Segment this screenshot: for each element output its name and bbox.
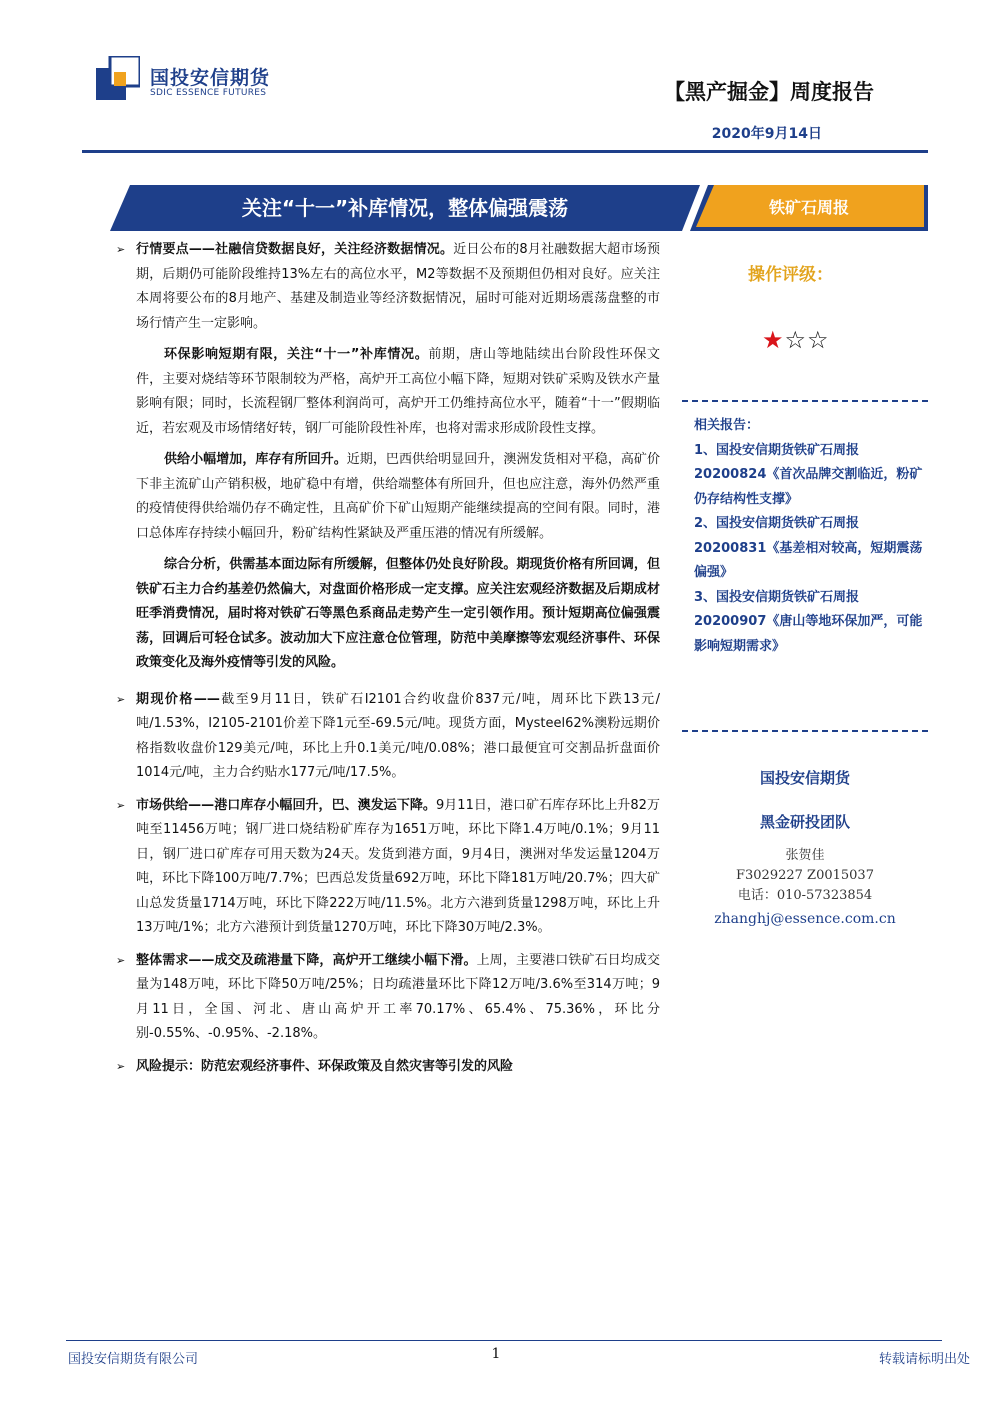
report-category: 铁矿石周报 xyxy=(768,198,849,217)
paragraph-body: 近期，巴西供给明显回升，澳洲发货相对平稳，高矿价下非主流矿山产销积极，地矿稳中有增，供给端整体有所回升，但也应注意，海外仍然严重的疫情使得供给端仍存不确定性，且高矿价下矿山短期产能继续提高的空间有限。同时，港口总体库存持续小幅回升，粉矿结构性紧缺及严重压港的情况有所缓解。 xyxy=(136,452,660,541)
section-heading: 整体需求——成交及疏港量下降，高炉开工继续小幅下滑。 xyxy=(136,952,477,968)
footer-notice: 转载请标明出处 xyxy=(878,1352,970,1367)
paragraph-heading: 环保影响短期有限，关注“十一”补库情况。 xyxy=(164,347,429,362)
paragraph-body: 前期，唐山等地陆续出台阶段性环保文件，主要对烧结等环节限制较为严格，高炉开工高位小幅下降，短期对铁矿采购及铁水产量影响有限；同时，长流程钢厂整体利润尚可，高炉开工仍维持高位水平，随着“十一”假期临近，若宏观及市场情绪好转，钢厂可能阶段性补库，也将对需求形成阶段性支撑。 xyxy=(136,347,660,436)
related-reports xyxy=(694,414,926,659)
org-name: 国投安信期货 xyxy=(759,769,850,787)
header-divider xyxy=(82,150,928,153)
analyst-email[interactable]: zhanghj@essence.com.cn xyxy=(714,911,896,927)
bullet-arrow-icon: ➢ xyxy=(116,243,126,256)
report-title: 关注“十一”补库情况，整体偏强震荡 xyxy=(241,196,569,220)
analyst-license: F3029227 Z0015037 xyxy=(736,868,874,883)
section-futures-spot xyxy=(110,688,660,786)
bullet-arrow-icon: ➢ xyxy=(116,953,126,967)
report-date: 2020年9月14日 xyxy=(711,126,822,142)
section-heading: 期现价格—— xyxy=(136,691,220,707)
paragraph-environment xyxy=(110,343,660,441)
section-body: 近日公布的8月社融数据大超市场预期，后期仍可能阶段维持13%左右的高位水平，M2等数据不及预期但仍相对良好。应关注本周将要公布的8月地产、基建及制造业等经济数据情况，届时可能对近期场震荡盘整的市场行情产生一定影响。 xyxy=(136,242,660,331)
logo-name-en: SDIC ESSENCE FUTURES xyxy=(150,88,267,98)
paragraph-heading: 供给小幅增加，库存有所回升。 xyxy=(164,452,347,467)
footer-company: 国投安信期货有限公司 xyxy=(68,1352,199,1367)
bullet-arrow-icon: ➢ xyxy=(116,1059,126,1073)
category-banner xyxy=(690,185,928,231)
paragraph-supply xyxy=(110,448,660,546)
section-body: 上周，主要港口铁矿石日均成交量为148万吨，环比下降50万吨/25%；日均疏港量环比下降12万吨/3.6%至314万吨；9月11日，全国、河北、唐山高炉开工率70.17%、65.4%、75.36%，环比分别-0.55%、-0.95%、-2.18%。 xyxy=(136,952,660,1041)
bullet-arrow-icon: ➢ xyxy=(116,692,126,706)
section-demand xyxy=(110,949,660,1047)
star-empty-icon: ☆ xyxy=(784,326,808,354)
related-reports-title: 相关报告： xyxy=(694,418,760,433)
title-banner xyxy=(110,185,700,231)
section-body: 截至9月11日，铁矿石I2101合约收盘价837元/吨，周环比下跌13元/吨/1.53%，I2105-2101价差下降1元至-69.5元/吨。现货方面，Mysteel62%澳粉远期价格指数收盘价129美元/吨，环比上升0.1美元/吨/0.08%；港口最便宜可交割品折盘面价1014元/吨，主力合约贴水177元/吨/17.5%。 xyxy=(136,691,660,780)
section-market-summary xyxy=(110,238,660,336)
paragraph-conclusion: 综合分析，供需基本面边际有所缓解，但整体仍处良好阶段。期现货价格有所回调，但铁矿石主力合约基差仍然偏大，对盘面价格形成一定支撑。应关注宏观经济数据及后期成材旺季消费情况，届时将对铁矿石等黑色系商品走势产生一定引领作用。预计短期高位偏强震荡，回调后可轻仓试多。波动加大下应注意仓位管理，防范中美摩擦等宏观经济事件、环保政策变化及海外疫情等引发的风险。 xyxy=(136,557,660,670)
bullet-arrow-icon: ➢ xyxy=(116,798,126,812)
section-body: 9月11日，港口矿石库存环比上升82万吨至11456万吨；钢厂进口烧结粉矿库存为1651万吨，环比下降1.4万吨/0.1%；9月11日，钢厂进口矿库存可用天数为24天。发货到港方面，9月4日，澳洲对华发运量1204万吨，环比下降100万吨/7.7%；巴西总发货量692万吨，环比下降181万吨/20.7%；四大矿山总发货量1714万吨，环比下降222万吨/11.5%。北方六港到货量1298万吨，环比上升13万吨/1%；北方六港预计到货量1270万吨，环比下降30万吨/2.3%。 xyxy=(136,797,660,935)
analyst-name: 张贺佳 xyxy=(785,848,825,863)
section-supply xyxy=(110,794,660,941)
team-name: 黑金研投团队 xyxy=(759,813,850,831)
related-report-item[interactable]: 1、国投安信期货铁矿石周报20200824《首次品牌交割临近，粉矿仍存结构性支撑》 xyxy=(694,442,923,507)
logo-mark-icon xyxy=(96,56,140,100)
section-risk xyxy=(110,1055,660,1080)
rating-label: 操作评级： xyxy=(748,265,833,285)
section-heading: 行情要点——社融信贷数据良好，关注经济数据情况。 xyxy=(136,242,454,257)
sidebar-divider xyxy=(682,730,928,732)
related-report-item[interactable]: 2、国投安信期货铁矿石周报20200831《基差相对较高，短期震荡偏强》 xyxy=(694,516,923,580)
page-number: 1 xyxy=(491,1346,501,1362)
rating-stars xyxy=(762,326,830,354)
footer-divider xyxy=(66,1340,942,1341)
sidebar-divider xyxy=(682,400,928,402)
main-content xyxy=(110,238,660,1079)
star-empty-icon: ☆ xyxy=(807,326,830,354)
analyst-phone: 电话：010-57323854 xyxy=(737,888,873,903)
star-filled-icon: ★ xyxy=(762,326,785,354)
contact-block xyxy=(682,766,928,932)
section-heading: 市场供给——港口库存小幅回升，巴、澳发运下降。 xyxy=(136,797,436,813)
related-report-item[interactable]: 3、国投安信期货铁矿石周报20200907《唐山等地环保加严，可能影响短期需求》 xyxy=(694,589,923,654)
section-heading: 风险提示：防范宏观经济事件、环保政策及自然灾害等引发的风险 xyxy=(136,1058,514,1074)
company-logo xyxy=(96,56,296,106)
logo-name-cn: 国投安信期货 xyxy=(150,67,271,89)
report-type: 【黑产掘金】周度报告 xyxy=(664,80,874,104)
